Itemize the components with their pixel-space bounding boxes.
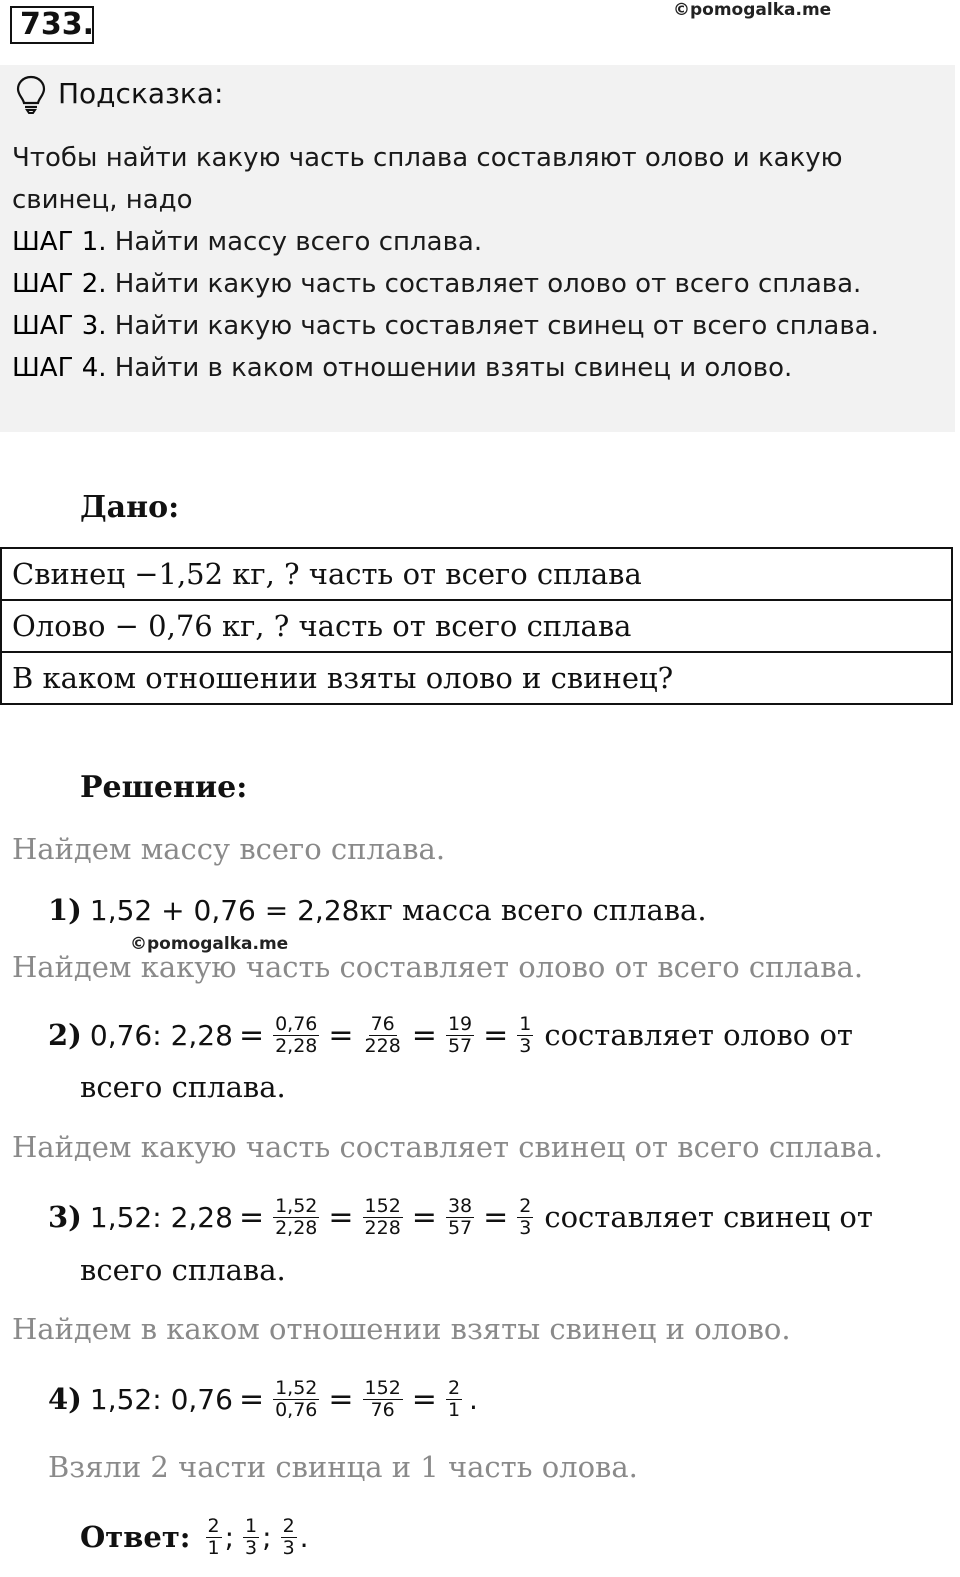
fraction	[517, 1196, 533, 1239]
solution-step-3	[48, 1188, 873, 1246]
solution-note: Найдем какую часть составляет свинец от всего сплава.	[12, 1130, 883, 1164]
numerator: 2	[447, 1376, 461, 1399]
numerator: 1,52	[275, 1194, 318, 1217]
equals-sign: =	[238, 1017, 265, 1053]
denominator: 228	[364, 1034, 401, 1057]
solution-note: Найдем какую часть составляет олово от всего сплава.	[12, 950, 864, 984]
fraction	[446, 1014, 474, 1057]
step-expression: 0,76: 2,28	[89, 1018, 233, 1052]
step-number: 1)	[48, 893, 82, 927]
watermark: ©pomogalka.me	[130, 934, 289, 954]
numerator: 1,52	[275, 1376, 318, 1399]
denominator: 1	[447, 1398, 461, 1421]
numerator: 38	[447, 1194, 473, 1217]
denominator: 0,76	[275, 1398, 318, 1421]
table-cell: Свинец −1,52 кг, ? часть от всего сплава	[1, 548, 952, 600]
hint-step-1	[12, 221, 482, 263]
step-number: 4)	[48, 1382, 82, 1416]
answer-label: Ответ:	[80, 1520, 191, 1554]
denominator: 2,28	[275, 1216, 318, 1239]
step-label: ШАГ 3.	[12, 311, 107, 341]
step-label: ШАГ 1.	[12, 227, 107, 257]
numerator: 2	[519, 1194, 532, 1217]
denominator: 57	[447, 1216, 473, 1239]
separator: ;	[224, 1520, 235, 1554]
given-title: Дано:	[80, 490, 180, 525]
hint-step-2	[12, 263, 861, 305]
hint-intro-line2: свинец, надо	[12, 185, 193, 215]
step-text: кг масса всего сплава.	[359, 893, 707, 927]
equals-sign: =	[411, 1381, 437, 1417]
fraction	[446, 1378, 462, 1421]
equals-sign: =	[483, 1199, 509, 1235]
equals-sign: =	[328, 1381, 354, 1417]
solution-step-2	[48, 1006, 853, 1064]
separator: ;	[262, 1520, 272, 1554]
fraction	[517, 1014, 533, 1057]
hint-intro-line1: Чтобы найти какую часть сплава составляют олово и какую	[12, 143, 843, 173]
answer-end: .	[299, 1520, 309, 1554]
step-text: составляет свинец от	[544, 1200, 873, 1234]
denominator: 2,28	[275, 1034, 318, 1057]
fraction	[363, 1014, 403, 1057]
denominator: 1	[207, 1536, 220, 1559]
numerator: 2	[282, 1514, 295, 1537]
denominator: 3	[519, 1034, 532, 1057]
step-number: 2)	[48, 1018, 82, 1052]
denominator: 76	[370, 1398, 395, 1421]
conclusion: Взяли 2 части свинца и 1 часть олова.	[48, 1450, 638, 1484]
answer	[80, 1506, 309, 1568]
watermark: ©pomogalka.me	[673, 0, 832, 20]
equals-sign: =	[238, 1199, 265, 1235]
numerator: 19	[447, 1012, 473, 1035]
step-number: 3)	[48, 1200, 82, 1234]
numerator: 76	[370, 1012, 395, 1035]
step-text: Найти массу всего сплава.	[106, 227, 483, 257]
denominator: 3	[282, 1536, 295, 1559]
hint-step-4	[12, 347, 792, 389]
solution-title: Решение:	[80, 770, 248, 805]
numerator: 152	[364, 1194, 401, 1217]
fraction	[363, 1196, 403, 1239]
equals-sign: =	[328, 1199, 354, 1235]
fraction	[273, 1378, 319, 1421]
fraction	[273, 1196, 319, 1239]
numerator: 1	[519, 1012, 532, 1035]
solution-step-1	[48, 888, 707, 932]
step-label: ШАГ 2.	[12, 269, 107, 299]
numerator: 1	[245, 1514, 258, 1537]
table-row	[1, 548, 952, 600]
denominator: 228	[364, 1216, 401, 1239]
lightbulb-icon	[14, 74, 48, 114]
equals-sign: =	[411, 1017, 437, 1053]
step-expression: 1,52 + 0,76 = 2,28	[89, 893, 360, 927]
step-label: ШАГ 4.	[12, 353, 107, 383]
step-text: Найти какую часть составляет свинец от всего сплава.	[106, 311, 879, 341]
table-cell: В каком отношении взяты олово и свинец?	[1, 652, 952, 704]
step-expression: 1,52: 0,76	[89, 1382, 233, 1416]
given-table	[0, 547, 953, 705]
fraction	[363, 1378, 403, 1421]
equals-sign: =	[411, 1199, 437, 1235]
step-tail: .	[469, 1382, 478, 1416]
denominator: 3	[519, 1216, 532, 1239]
table-row	[1, 600, 952, 652]
step-text: Найти какую часть составляет олово от всего сплава.	[106, 269, 862, 299]
solution-step-4	[48, 1370, 478, 1428]
equals-sign: =	[238, 1381, 265, 1417]
fraction	[243, 1516, 259, 1559]
equals-sign: =	[328, 1017, 354, 1053]
fraction	[281, 1516, 297, 1559]
step-text: составляет олово от	[544, 1018, 853, 1052]
numerator: 2	[207, 1514, 220, 1537]
table-cell: Олово − 0,76 кг, ? часть от всего сплава	[1, 600, 952, 652]
step-continuation: всего сплава.	[80, 1253, 286, 1287]
step-text: Найти в каком отношении взяты свинец и олово.	[106, 353, 793, 383]
fraction	[446, 1196, 474, 1239]
equals-sign: =	[483, 1017, 509, 1053]
fraction	[206, 1516, 222, 1559]
step-continuation: всего сплава.	[80, 1070, 286, 1104]
task-number: 733.	[10, 6, 94, 44]
hint-title: Подсказка:	[58, 77, 224, 110]
solution-note: Найдем в каком отношении взяты свинец и олово.	[12, 1312, 791, 1346]
denominator: 3	[245, 1536, 258, 1559]
table-row	[1, 652, 952, 704]
hint-step-3	[12, 305, 879, 347]
step-expression: 1,52: 2,28	[89, 1200, 233, 1234]
numerator: 0,76	[275, 1012, 318, 1035]
solution-note: Найдем массу всего сплава.	[12, 832, 446, 866]
denominator: 57	[447, 1034, 473, 1057]
fraction	[273, 1014, 319, 1057]
numerator: 152	[364, 1376, 401, 1399]
